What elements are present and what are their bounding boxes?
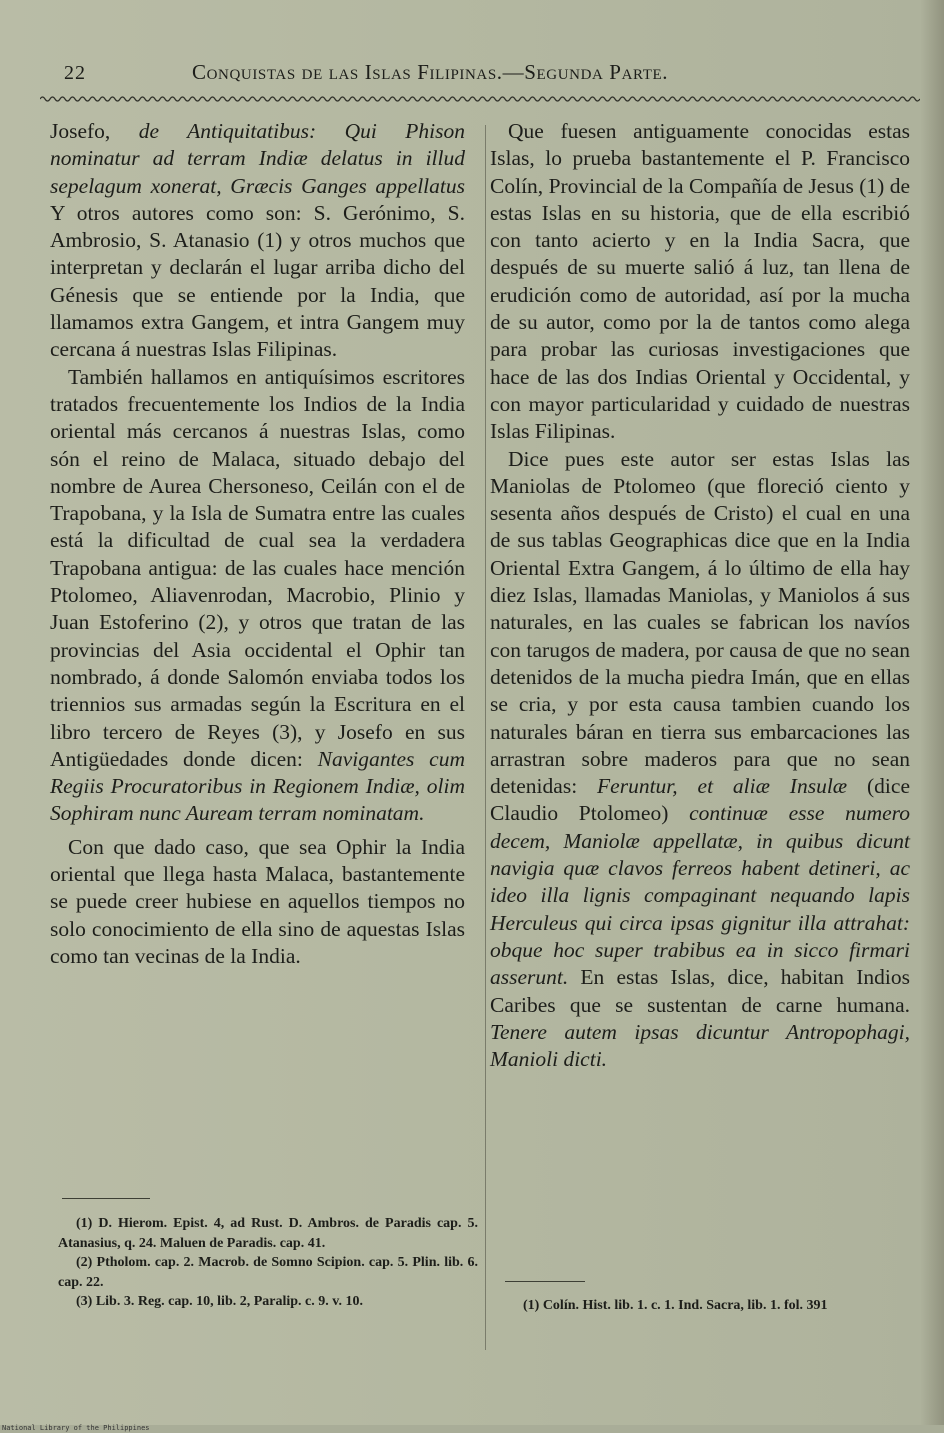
decorative-wavy-rule bbox=[40, 92, 920, 106]
page-header bbox=[60, 58, 920, 88]
footnote: (1) D. Hierom. Epist. 4, ad Rust. D. Ambros. de Paradis cap. 5. Atanasius, q. 24. Maluen de Paradis. cap. 41. bbox=[58, 1216, 478, 1251]
footnotes-left bbox=[58, 1214, 478, 1312]
footnote-rule bbox=[505, 1281, 585, 1282]
footnote: (2) Ptholom. cap. 2. Macrob. de Somno Scipion. cap. 5. Plin. lib. 6. cap. 22. bbox=[58, 1255, 478, 1290]
left-column bbox=[50, 118, 465, 970]
library-credit: National Library of the Philippines bbox=[2, 1424, 150, 1432]
running-title: Conquistas de las Islas Filipinas.—Segunda Parte. bbox=[192, 60, 669, 84]
right-column bbox=[490, 118, 910, 1073]
footnote-rule bbox=[62, 1198, 150, 1199]
paragraph: Que fuesen antiguamente conocidas estas Islas, lo prueba bastantemente el P. Francisco Colín, Provincial de la Compañía de Jesus (1) de estas Islas en su historia, que de ella escribió con tanto acierto y en la India Sacra, que después de su muerte salió á luz, tan llena de erudición como de autoridad, así por la mucha de su autor, como por la de tantos como alega para probar las curiosas investigaciones que hace de las dos Indias Oriental y Occidental, y con mayor particularidad y cuidado de nuestras Islas Filipinas. bbox=[490, 119, 910, 444]
paragraph: Con que dado caso, que sea Ophir la India oriental que llega hasta Malaca, bastantemente se puede creer hubiese en aquellos tiempos no solo conocimiento de ella sino de aquestas Islas como tan vecinas de la India. bbox=[50, 834, 465, 968]
page-number: 22 bbox=[64, 62, 86, 84]
column-divider bbox=[485, 125, 486, 1350]
footnotes-right bbox=[505, 1296, 940, 1316]
paragraph: También hallamos en antiquísimos escritores tratados frecuentemente los Indios de la India oriental más cercanos á nuestras Islas, como són el reino de Malaca, situado debajo del nombre de Aurea Chersoneso, Ceilán con el de Trapobana, y la Isla de Sumatra entre las cuales está la dificultad de cual sea la verdadera Trapobana antigua: de las cuales hace mención Ptolomeo, Aliavenrodan, Macrobio, Plinio y Juan Estoferino (2), y otros que tratan de las provincias del Asia occidental el Ophir tan nombrado, á donde Salomón enviaba todos los triennios sus armadas según la Escritura en el libro tercero de Reyes (3), y Josefo en sus Antigüedades donde dicen: Navigantes cum Regiis Procuratoribus in Regionem Indiæ, olim Sophiram nunc Auream terram nominatam. bbox=[50, 364, 466, 826]
paragraph: Josefo, de Antiquitatibus: Qui Phison nominatur ad terram Indiæ delatus in illud sepelagum xonerat, Græcis Ganges appellatus Y otros autores como son: S. Gerónimo, S. Ambrosio, S. Atanasio (1) y otros muchos que interpretan y declarán el lugar arriba dicho del Génesis que se entiende por la India, que llamamos extra Gangem, et intra Gangem muy cercana á nuestras Islas Filipinas. bbox=[50, 119, 465, 362]
page-edge-shadow bbox=[920, 0, 944, 1425]
paragraph: Dice pues este autor ser estas Islas las Maniolas de Ptolomeo (que floreció ciento y sesenta años después de Cristo) el cual en una de sus tablas Geographicas dice que en la India Oriental Extra Gangem, á lo último de ella hay diez Islas, llamadas Maniolas, y Maniolos á sus naturales, en las cuales se fabrican los navíos con tarugos de madera, por causa de que no sean detenidos de la mucha piedra Imán, que en ellas se cria, y por esta causa tambien cuando los naturales báran en tierra sus embarcaciones las arrastran sobre maderos para que no sean detenidas: Feruntur, et aliæ Insulæ (dice Claudio Ptolomeo) continuæ esse numero decem, Maniolæ appellatæ, in quibus dicunt navigia quæ clavos ferreos habent detineri, ac ideo illa lignis compaginant nequando lapis Herculeus qui circa ipsas gignitur illa attrahat: obque hoc super trabibus ea in sicco firmari asserunt. En estas Islas, dice, habitan Indios Caribes que se sustentan de carne humana. Tenere autem ipsas dicuntur Antropophagi, Manioli dicti. bbox=[490, 446, 910, 1072]
footnote: (3) Lib. 3. Reg. cap. 10, lib. 2, Paralip. c. 9. v. 10. bbox=[76, 1294, 363, 1309]
footnote: (1) Colín. Hist. lib. 1. c. 1. Ind. Sacra, lib. 1. fol. 391 bbox=[523, 1298, 828, 1313]
